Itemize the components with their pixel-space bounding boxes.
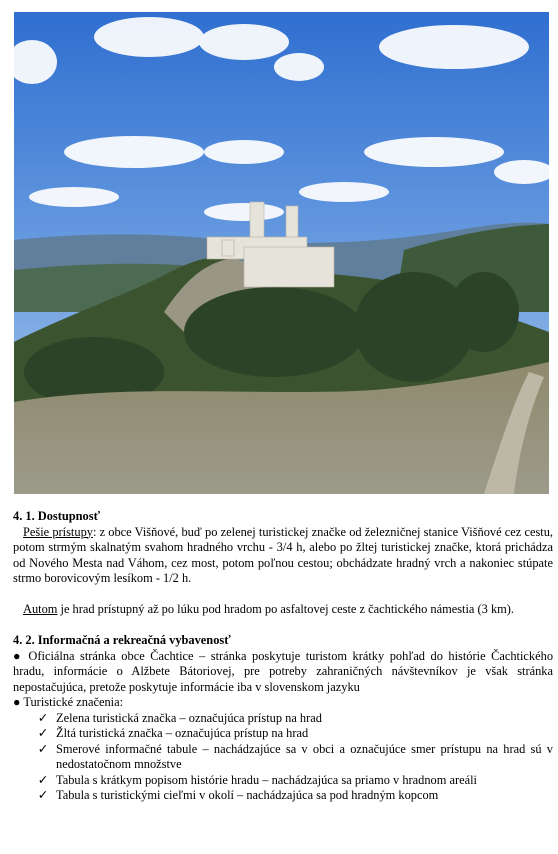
- castle-photo: [14, 12, 549, 494]
- checklist-item: ✓ Žltá turistická značka – označujúca prístup na hrad: [37, 726, 309, 740]
- walking-access-text: : z obce Višňové, buď po zelenej turistickej značke od železničnej stanice Višňové cez cestu, potom strmým skalnatým svahom hradného vrchu - 3/4 h, alebo po žltej turistickej značke, ktorá prichádza od Nového Mesta nad Váhom, cez most, potom poľnou cestou; obchádzate hradný vrch a nakoniec stúpate strmo borovicovým lesíkom - 1/2 h.: [13, 524, 554, 585]
- bullet-icon: ●: [13, 648, 23, 663]
- section-heading-facilities: 4. 2. Informačná a rekreačná vybavenosť: [13, 633, 231, 647]
- checkmark-icon: ✓: [37, 741, 49, 756]
- bullet-official-website: [13, 649, 553, 696]
- checklist-item: ✓ Zelena turistická značka – označujúca prístup na hrad: [37, 710, 322, 725]
- paragraph-walking-access: [13, 525, 553, 587]
- checkmark-icon: ✓: [37, 710, 49, 725]
- castle-ruin-landscape-photo: [14, 12, 549, 494]
- bullet-tourist-signs-text: Turistické značenia:: [23, 695, 124, 709]
- checklist-item: ✓ Tabula s turistickými cieľmi v okolí – nachádzajúca sa pod hradným kopcom: [37, 788, 439, 802]
- bullet-tourist-signs: [13, 695, 553, 711]
- car-access-text: je hrad prístupný až po lúku pod hradom po asfaltovej ceste z čachtického námestia (3 km).: [57, 602, 515, 616]
- checklist-item: ✓ Smerové informačné tabule – nachádzajúce sa v obci a označujúce smer prístupu na hrad sú v nedostatočnom množstve: [37, 741, 553, 771]
- document-text: [13, 509, 553, 804]
- checkmark-icon: ✓: [37, 772, 49, 787]
- checkmark-icon: ✓: [37, 788, 49, 802]
- bullet-icon: ●: [13, 695, 21, 709]
- paragraph-car-access: [13, 602, 553, 618]
- checkmark-icon: ✓: [37, 726, 49, 740]
- bullet-official-website-text: Oficiálna stránka obce Čachtice – stránka poskytuje turistom krátky pohľad do histórie Čachtického hradu, informácie o Alžbete Bátoriovej, pre potreby zahraničných návštevníkov je však stránka nepostačujúca, pretože poskytuje informácie iba v slovenskom jazyku: [13, 648, 554, 694]
- section-heading-accessibility: 4. 1. Dostupnosť: [13, 509, 101, 523]
- tourist-signs-checklist: [13, 711, 553, 804]
- car-access-label: Autom: [23, 602, 58, 616]
- walking-access-label: Pešie prístupy: [23, 524, 93, 539]
- checklist-item: ✓ Tabula s krátkym popisom histórie hradu – nachádzajúca sa priamo v hradnom areáli: [37, 772, 477, 787]
